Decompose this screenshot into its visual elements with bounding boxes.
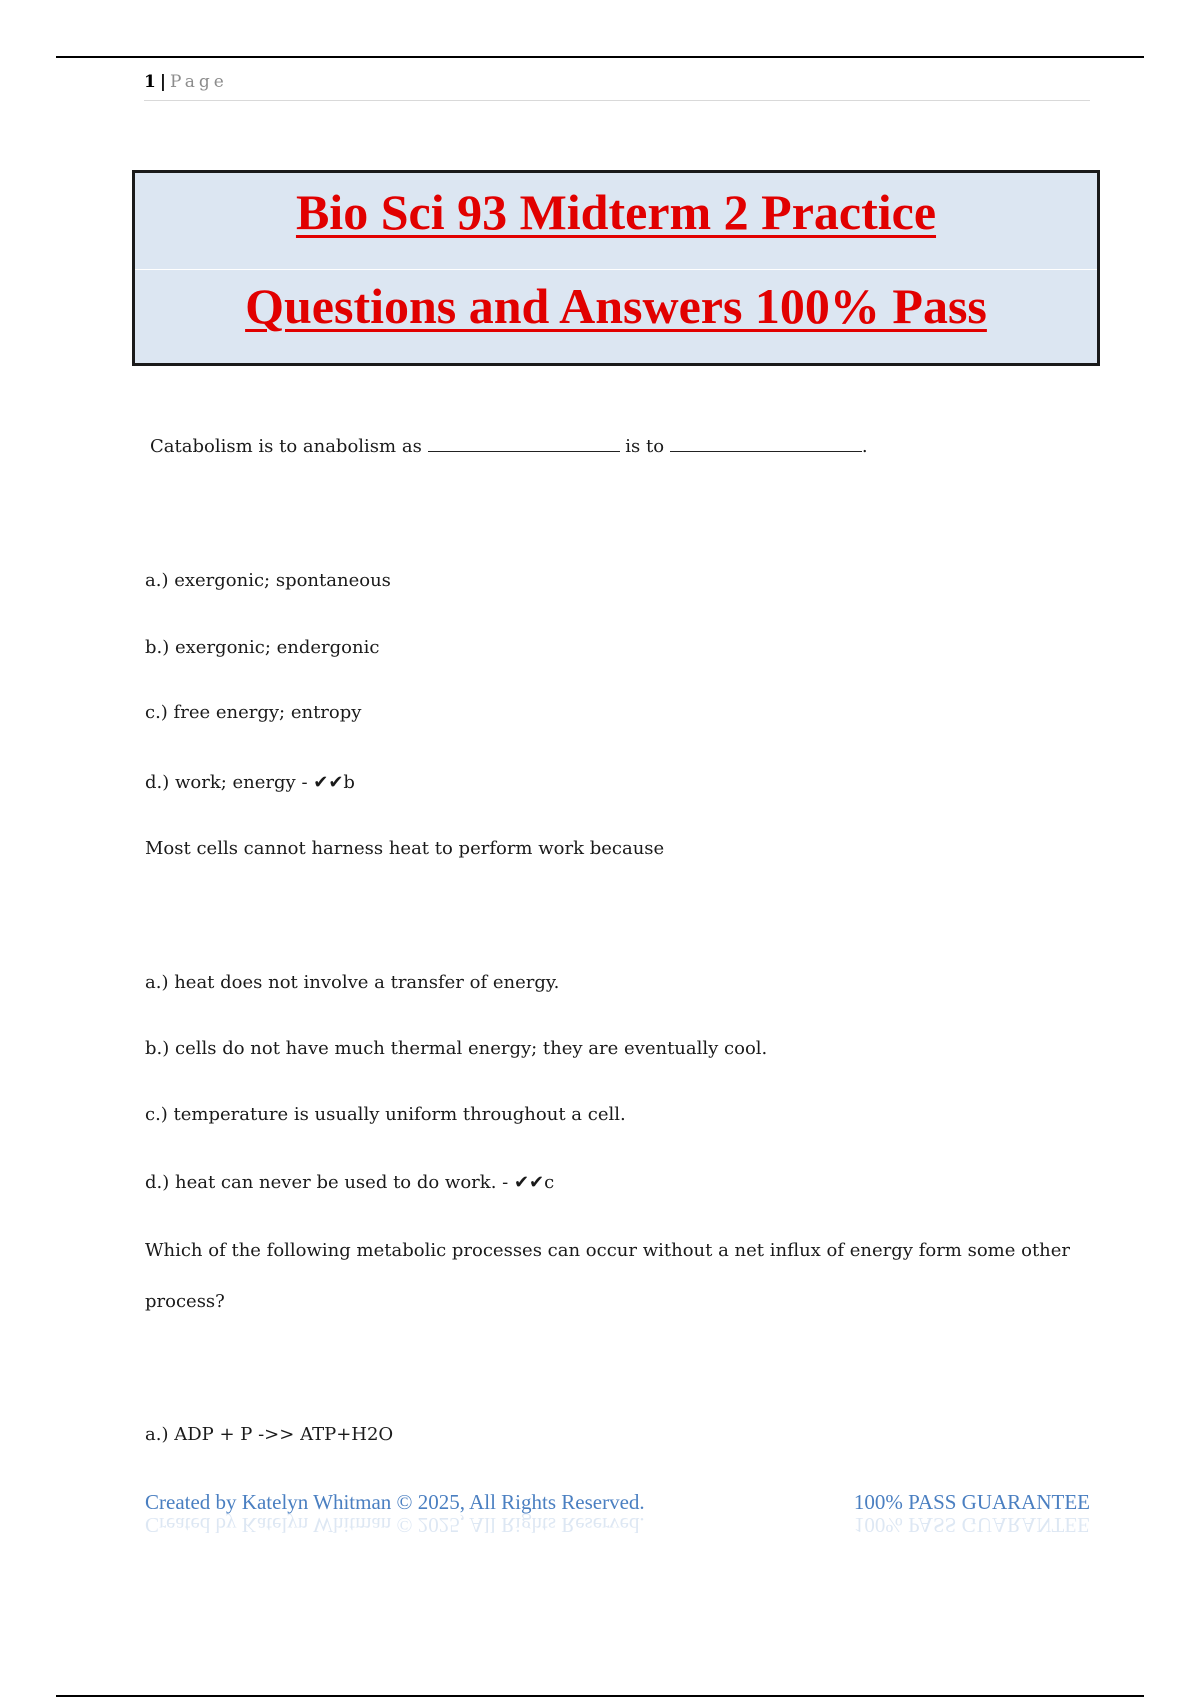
- top-rule: [56, 56, 1144, 58]
- question-3-prompt-line-1: Which of the following metabolic processes can occur without a net influx of energy form some other: [145, 1240, 1071, 1261]
- page-separator: |: [159, 72, 167, 92]
- title-line-1: Bio Sci 93 Midterm 2 Practice: [295, 184, 937, 240]
- page-footer: [145, 1490, 1090, 1537]
- title-box: [132, 170, 1100, 366]
- blank-1: [428, 437, 620, 452]
- question-1-prompt: [150, 436, 868, 457]
- question-1-prompt-start: Catabolism is to anabolism as: [150, 436, 422, 457]
- question-2-prompt: Most cells cannot harness heat to perform work because: [145, 838, 665, 859]
- footer-guarantee: 100% PASS GUARANTEE: [853, 1490, 1090, 1514]
- question-2-option-c: c.) temperature is usually uniform throughout a cell.: [145, 1104, 626, 1125]
- page-label: Page: [170, 72, 228, 92]
- question-3-option-a: a.) ADP + P ->> ATP+H2O: [145, 1424, 394, 1445]
- question-1-option-a: a.) exergonic; spontaneous: [145, 570, 391, 591]
- footer-guarantee-reflection: 100% PASS GUARANTEE: [853, 1513, 1090, 1537]
- question-2-option-d: d.) heat can never be used to do work. - ✔✔c: [145, 1172, 555, 1193]
- footer-copyright: Created by Katelyn Whitman © 2025, All Rights Reserved.: [145, 1490, 645, 1514]
- question-1-prompt-end: .: [861, 436, 868, 457]
- question-1-option-d: d.) work; energy - ✔✔b: [145, 772, 355, 793]
- question-2-option-a: a.) heat does not involve a transfer of energy.: [145, 972, 560, 993]
- question-1-prompt-mid: is to: [625, 436, 665, 457]
- title-divider: [135, 269, 1097, 270]
- question-1-option-c: c.) free energy; entropy: [145, 702, 362, 723]
- title-line-2: Questions and Answers 100% Pass: [245, 278, 987, 334]
- blank-2: [670, 437, 862, 452]
- page-number: 1: [144, 72, 156, 92]
- footer-copyright-reflection: Created by Katelyn Whitman © 2025, All Rights Reserved.: [145, 1513, 645, 1537]
- question-1-option-b: b.) exergonic; endergonic: [145, 637, 380, 658]
- question-2-option-b: b.) cells do not have much thermal energy; they are eventually cool.: [145, 1038, 768, 1059]
- question-3-prompt-line-2: process?: [145, 1291, 225, 1312]
- bottom-rule: [56, 1695, 1144, 1697]
- page-header: [144, 72, 1090, 101]
